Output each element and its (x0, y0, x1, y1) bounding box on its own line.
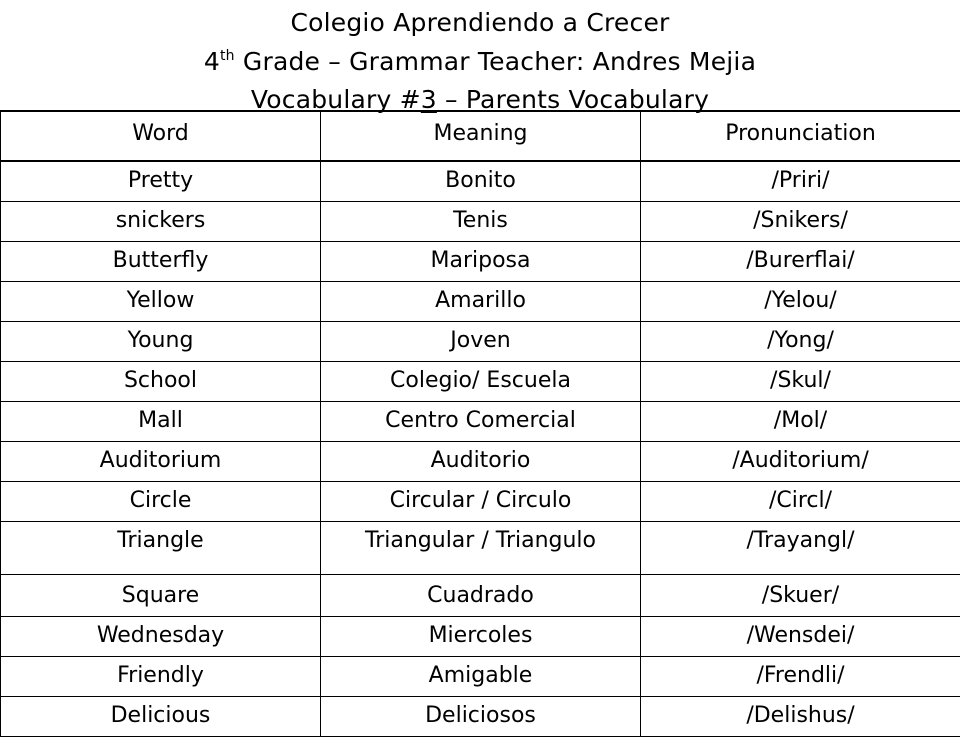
table-row (1, 697, 960, 737)
grade-teacher-text: Grade – Grammar Teacher: Andres Mejia (235, 47, 756, 76)
table-row (1, 617, 960, 657)
meaning-cell: Circular / Circulo (321, 482, 641, 522)
vocab-prefix: Vocabulary # (251, 85, 421, 114)
word-cell: Mall (1, 402, 321, 442)
vocabulary-table (0, 110, 960, 737)
vocab-number: 3 (421, 85, 437, 114)
word-cell: Wednesday (1, 617, 321, 657)
word-cell: Yellow (1, 282, 321, 322)
pronunciation-cell: /Auditorium/ (641, 442, 960, 482)
table-row (1, 202, 960, 242)
word-cell: Delicious (1, 697, 321, 737)
pronunciation-cell: /Yong/ (641, 322, 960, 362)
meaning-cell: Deliciosos (321, 697, 641, 737)
meaning-cell: Colegio/ Escuela (321, 362, 641, 402)
table-row (1, 575, 960, 617)
word-cell: Pretty (1, 161, 321, 202)
word-cell: Circle (1, 482, 321, 522)
pronunciation-cell: /Skuer/ (641, 575, 960, 617)
pronunciation-cell: /Delishus/ (641, 697, 960, 737)
meaning-cell: Bonito (321, 161, 641, 202)
pronunciation-cell: /Mol/ (641, 402, 960, 442)
document-header (0, 4, 960, 120)
word-cell: Square (1, 575, 321, 617)
pronunciation-cell: /Skul/ (641, 362, 960, 402)
word-cell: School (1, 362, 321, 402)
column-header-pronunciation: Pronunciation (641, 111, 960, 161)
column-header-word: Word (1, 111, 321, 161)
meaning-cell: Cuadrado (321, 575, 641, 617)
table-row (1, 242, 960, 282)
table-row (1, 522, 960, 575)
table-row (1, 362, 960, 402)
meaning-cell: Auditorio (321, 442, 641, 482)
pronunciation-cell: /Circl/ (641, 482, 960, 522)
word-cell: snickers (1, 202, 321, 242)
meaning-cell: Joven (321, 322, 641, 362)
table-row (1, 442, 960, 482)
pronunciation-cell: /Burerflai/ (641, 242, 960, 282)
table-row (1, 322, 960, 362)
grade-teacher-line (0, 43, 960, 82)
word-cell: Young (1, 322, 321, 362)
meaning-cell: Triangular / Triangulo (321, 522, 641, 575)
pronunciation-cell: /Yelou/ (641, 282, 960, 322)
word-cell: Butterfly (1, 242, 321, 282)
pronunciation-cell: /Snikers/ (641, 202, 960, 242)
meaning-cell: Centro Comercial (321, 402, 641, 442)
table-row (1, 657, 960, 697)
table-header-row (1, 111, 960, 161)
table-row (1, 161, 960, 202)
vocab-suffix: – Parents Vocabulary (437, 85, 709, 114)
word-cell: Triangle (1, 522, 321, 575)
column-header-meaning: Meaning (321, 111, 641, 161)
meaning-cell: Amarillo (321, 282, 641, 322)
school-name: Colegio Aprendiendo a Crecer (0, 4, 960, 43)
word-cell: Friendly (1, 657, 321, 697)
pronunciation-cell: /Trayangl/ (641, 522, 960, 575)
meaning-cell: Tenis (321, 202, 641, 242)
meaning-cell: Miercoles (321, 617, 641, 657)
pronunciation-cell: /Wensdei/ (641, 617, 960, 657)
grade-ordinal: th (220, 48, 235, 64)
pronunciation-cell: /Frendli/ (641, 657, 960, 697)
grade-number: 4 (204, 47, 220, 76)
meaning-cell: Mariposa (321, 242, 641, 282)
word-cell: Auditorium (1, 442, 321, 482)
table-row (1, 402, 960, 442)
table-row (1, 282, 960, 322)
pronunciation-cell: /Priri/ (641, 161, 960, 202)
table-row (1, 482, 960, 522)
meaning-cell: Amigable (321, 657, 641, 697)
